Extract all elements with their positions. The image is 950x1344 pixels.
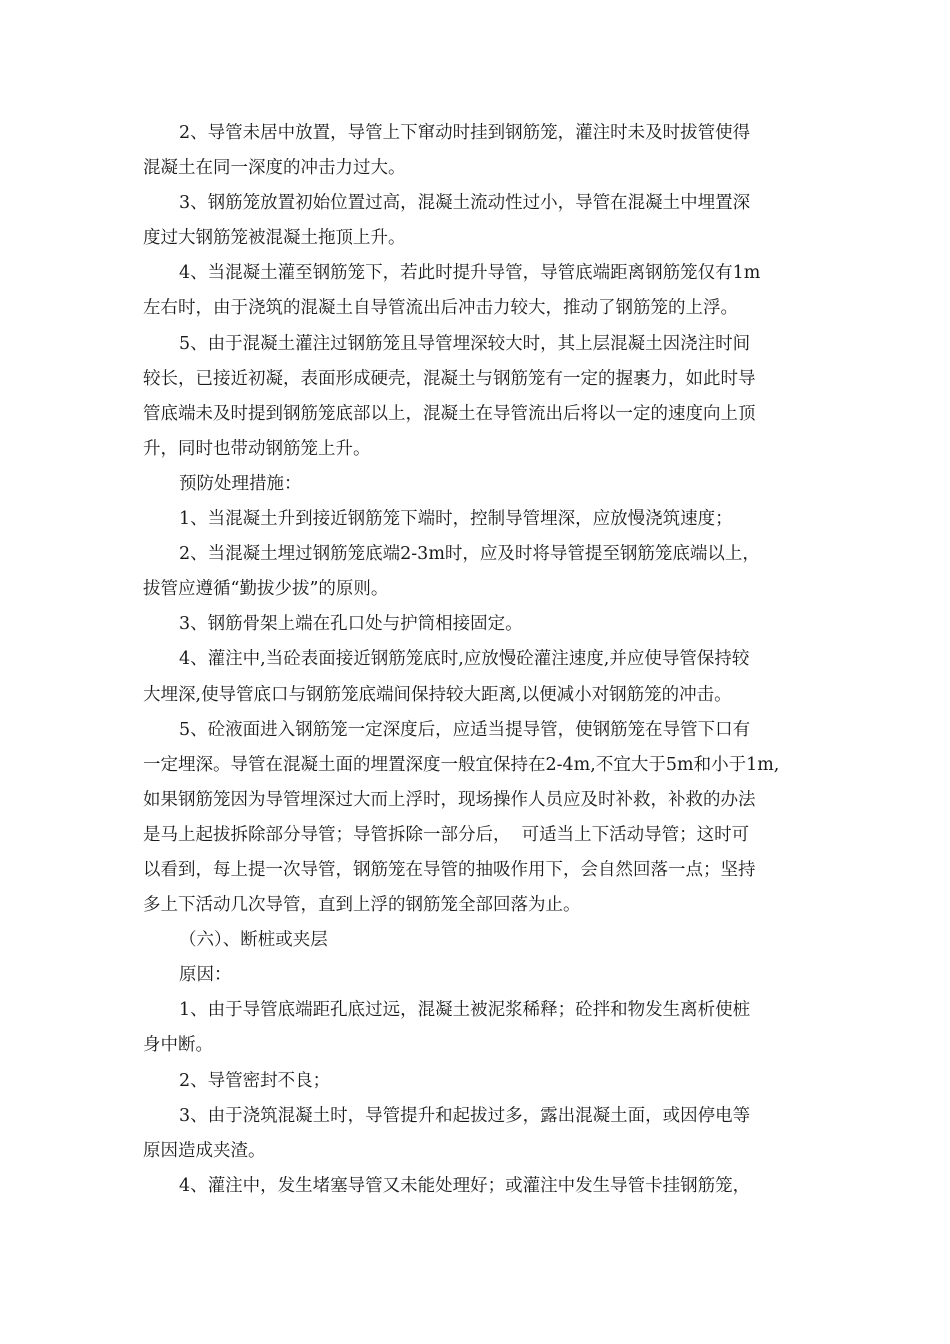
paragraph-line: 度过大钢筋笼被混凝土拖顶上升。 [143, 228, 406, 249]
paragraph-line: 2、当混凝土埋过钢筋笼底端2-3m时，应及时将导管提至钢筋笼底端以上， [179, 544, 760, 565]
paragraph-line: 预防处理措施： [179, 473, 302, 494]
paragraph-line: 较长，已接近初凝，表面形成硬壳，混凝土与钢筋笼有一定的握裹力，如此时导 [143, 368, 756, 389]
paragraph [143, 256, 807, 326]
paragraph-line: （六）、断桩或夹层 [179, 930, 328, 951]
paragraph-line: 5、由于混凝土灌注过钢筋笼且导管埋深较大时，其上层混凝土因浇注时间 [179, 333, 751, 354]
paragraph-line: 3、钢筋骨架上端在孔口处与护筒相接固定。 [179, 614, 523, 635]
paragraph-line: 1、由于导管底端距孔底过远，混凝土被泥浆稀释；砼拌和物发生离析使桩 [179, 1000, 751, 1021]
paragraph-line: 管底端未及时提到钢筋笼底部以上，混凝土在导管流出后将以一定的速度向上顶 [143, 403, 756, 424]
paragraph-line: 一定埋深。导管在混凝土面的埋置深度一般宜保持在2-4m,不宜大于5m和小于1m, [143, 754, 780, 775]
paragraph [143, 467, 807, 502]
paragraph-line: 2、导管未居中放置，导管上下窜动时挂到钢筋笼，灌注时未及时拔管使得 [179, 123, 751, 143]
paragraph-line: 2、导管密封不良； [179, 1070, 331, 1091]
paragraph-line: 3、由于浇筑混凝土时，导管提升和起拔过多，露出混凝土面，或因停电等 [179, 1105, 751, 1126]
paragraph-line: 以看到，每上提一次导管，钢筋笼在导管的抽吸作用下，会自然回落一点；坚持 [143, 859, 756, 880]
paragraph-line: 原因造成夹渣。 [143, 1140, 266, 1161]
paragraph-line: 混凝土在同一深度的冲击力过大。 [143, 158, 406, 179]
paragraph-line: 拔管应遵循“勤拔少拔”的原则。 [143, 579, 389, 600]
paragraph [143, 993, 807, 1063]
paragraph [143, 713, 807, 924]
paragraph [143, 537, 807, 607]
paragraph [143, 1099, 807, 1169]
paragraph-line: 3、钢筋笼放置初始位置过高，混凝土流动性过小，导管在混凝土中埋置深 [179, 193, 751, 214]
paragraph [143, 923, 807, 958]
paragraph-line: 5、砼液面进入钢筋笼一定深度后，应适当提导管，使钢筋笼在导管下口有 [179, 719, 751, 740]
paragraph [143, 116, 807, 186]
paragraph [143, 186, 807, 256]
paragraph-line: 如果钢筋笼因为导管埋深过大而上浮时，现场操作人员应及时补救，补救的办法 [143, 789, 756, 810]
paragraph-line: 4、灌注中,当砼表面接近钢筋笼底时,应放慢砼灌注速度,并应使导管保持较 [179, 649, 750, 670]
paragraph [143, 607, 807, 642]
paragraph-line: 身中断。 [143, 1035, 213, 1056]
paragraph [143, 327, 807, 467]
paragraph-line: 原因： [179, 965, 232, 986]
paragraph-line: 4、当混凝土灌至钢筋笼下，若此时提升导管，导管底端距离钢筋笼仅有1m [179, 263, 761, 284]
paragraph-line: 多上下活动几次导管，直到上浮的钢筋笼全部回落为止。 [143, 895, 581, 916]
paragraph [143, 502, 807, 537]
paragraph-line: 1、当混凝土升到接近钢筋笼下端时，控制导管埋深，应放慢浇筑速度； [179, 509, 733, 530]
paragraph-line: 是马上起拔拆除部分导管；导管拆除一部分后， 可适当上下活动导管；这时可 [143, 824, 750, 845]
document-body [143, 116, 807, 1204]
paragraph-line: 4、灌注中，发生堵塞导管又未能处理好；或灌注中发生导管卡挂钢筋笼， [179, 1175, 751, 1196]
paragraph [143, 1169, 807, 1204]
paragraph [143, 642, 807, 712]
paragraph [143, 958, 807, 993]
paragraph-line: 左右时，由于浇筑的混凝土自导管流出后冲击力较大，推动了钢筋笼的上浮。 [143, 298, 738, 319]
paragraph-line: 大埋深,使导管底口与钢筋笼底端间保持较大距离,以便减小对钢筋笼的冲击。 [143, 684, 732, 705]
paragraph [143, 1064, 807, 1099]
paragraph-line: 升，同时也带动钢筋笼上升。 [143, 438, 371, 459]
